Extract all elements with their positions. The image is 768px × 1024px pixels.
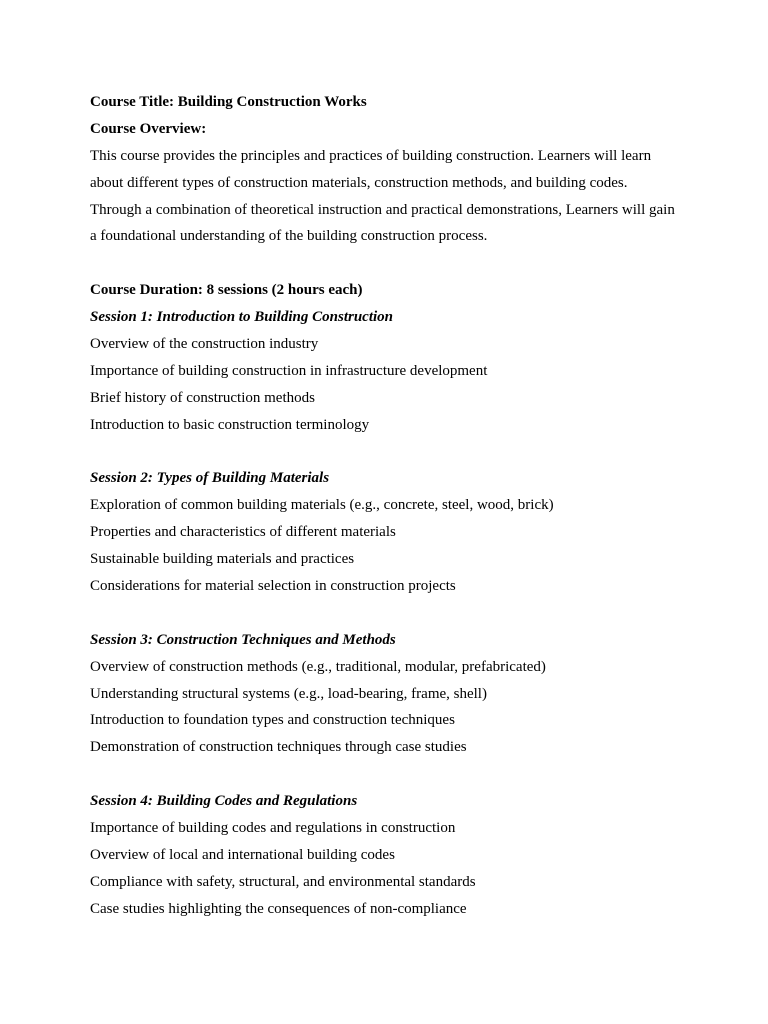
spacer [90, 761, 710, 788]
document-body [90, 89, 710, 923]
course-title: Course Title: Building Construction Works [90, 94, 367, 110]
session-item: Brief history of construction methods [90, 389, 315, 406]
session-1-section [90, 304, 710, 438]
session-heading: Session 2: Types of Building Materials [90, 470, 330, 487]
session-4-section [90, 788, 710, 922]
spacer [90, 250, 710, 277]
session-item: Overview of construction methods (e.g., traditional, modular, prefabricated) [90, 658, 546, 675]
session-2-section [90, 465, 710, 599]
session-item: Importance of building construction in infrastructure development [90, 362, 488, 379]
session-item: Importance of building codes and regulations in construction [90, 820, 456, 837]
spacer [90, 600, 710, 627]
session-item: Introduction to foundation types and construction techniques [90, 712, 455, 729]
overview-line: This course provides the principles and practices of building construction. Learners will learn [90, 147, 652, 164]
session-item: Considerations for material selection in construction projects [90, 578, 456, 595]
overview-line: Through a combination of theoretical instruction and practical demonstrations, Learners will gain [90, 201, 675, 218]
session-item: Introduction to basic construction terminology [90, 416, 370, 433]
course-duration: Course Duration: 8 sessions (2 hours each) [90, 282, 363, 299]
session-item: Compliance with safety, structural, and environmental standards [90, 873, 476, 890]
session-item: Sustainable building materials and practices [90, 551, 355, 568]
spacer [90, 439, 710, 466]
overview-line: a foundational understanding of the building construction process. [90, 228, 488, 245]
session-item: Understanding structural systems (e.g., load-bearing, frame, shell) [90, 685, 487, 702]
overview-heading: Course Overview: [90, 120, 207, 137]
session-heading: Session 3: Construction Techniques and Methods [90, 631, 396, 648]
session-item: Exploration of common building materials (e.g., concrete, steel, wood, brick) [90, 497, 554, 514]
session-3-section [90, 627, 710, 761]
session-item: Demonstration of construction techniques through case studies [90, 739, 467, 756]
session-item: Overview of the construction industry [90, 336, 319, 353]
overview-line: about different types of construction materials, construction methods, and building codes. [90, 174, 628, 191]
session-item: Properties and characteristics of different materials [90, 524, 396, 541]
session-item: Case studies highlighting the consequences of non-compliance [90, 900, 467, 917]
session-heading: Session 1: Introduction to Building Construction [90, 309, 394, 326]
session-heading: Session 4: Building Codes and Regulations [90, 793, 358, 810]
session-item: Overview of local and international building codes [90, 846, 395, 863]
